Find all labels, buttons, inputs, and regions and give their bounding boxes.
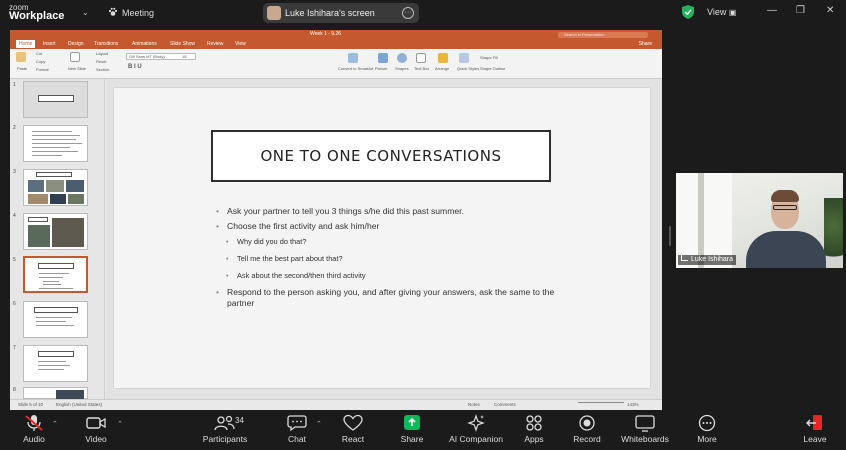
slide-title-box [211,130,551,182]
leave-label: Leave [803,434,827,444]
quick-styles-label: Quick Styles [457,66,480,71]
tab-insert: Insert [43,41,56,47]
thumb-photo [28,180,44,192]
participant-count-badge: 34 [235,416,244,425]
slide-thumbnail-4 [23,213,88,250]
video-camera-icon [85,414,107,432]
slide-thumbnail-2 [23,125,88,162]
thumb-number: 3 [13,169,16,175]
cut-label: Cut [36,51,43,56]
audio-label: Audio [23,434,45,444]
leave-button[interactable] [775,414,846,444]
slide-thumbnail-3 [23,169,88,206]
panel-resize-handle[interactable] [669,226,671,246]
share-label: Share [400,434,424,444]
tab-review: Review [207,41,224,47]
sub-bullet-item: • Ask about the second/then third activity [216,270,556,281]
meeting-menu[interactable] [108,7,154,18]
chat-bubble-icon [286,414,308,432]
ppt-share-button: Share [638,41,652,47]
participants-label: Participants [202,434,248,444]
thumb-line [38,361,66,362]
text-box-icon [416,53,426,63]
slide-thumbnail-1 [23,81,88,118]
reset-label: Reset [96,59,107,64]
participants-button[interactable] [185,414,265,444]
slide-thumbnail-8 [23,387,88,399]
apps-grid-icon [523,414,545,432]
slide-canvas-area [106,79,662,399]
shapes-label: Shapes [395,66,409,71]
thumb-photo [50,194,66,204]
signal-icon [681,255,688,261]
thumb-number: 6 [13,301,16,307]
more-button[interactable] [667,414,747,444]
slide-thumbnail-6 [23,301,88,338]
thumb-line [32,147,70,148]
tab-transitions: Transitions [94,41,119,47]
thumb-photo [66,180,84,192]
thumb-number: 7 [13,345,16,351]
thumb-title-box [38,351,74,357]
video-options-chevron-icon[interactable]: ⌃ [117,421,123,428]
thumb-title-box [28,217,48,222]
view-grid-icon: ▣ [728,8,737,17]
convert-smartart-label: Convert to SmartArt [338,66,374,71]
thumb-line [32,139,76,140]
thumb-line [43,281,59,282]
view-button[interactable] [707,7,736,17]
top-bar [0,0,846,26]
participant-name: Luke Ishihara [691,256,734,263]
zoom-slider [578,402,624,403]
heart-icon [342,414,364,432]
thumb-photo [68,194,84,204]
thumb-line [39,273,69,274]
record-icon [576,414,598,432]
text-box-label: Text Box [414,66,430,71]
thumb-line [32,131,72,132]
meeting-label: Meeting [122,8,155,18]
react-label: React [341,434,365,444]
bullet-item: • Respond to the person asking you, and after giving your answers, ask the same to the partner [216,287,556,309]
arrange-icon [438,53,448,63]
sub-bullet-item: • Why did you do that? [216,236,556,247]
participant-hair [771,190,799,202]
paste-icon [16,52,26,62]
section-label: Section [96,67,110,72]
logo-line-2: Workplace [9,10,65,22]
shared-screen-powerpoint [10,30,662,410]
thumb-line [32,143,82,144]
thumb-line [32,151,78,152]
shapes-icon [397,53,407,63]
view-label: View [707,7,727,17]
logo-line-1: zoom [9,3,29,12]
video-window-light [676,173,732,268]
language: English (United States) [56,402,103,407]
tab-design: Design [68,41,84,47]
ai-sparkle-icon [465,414,487,432]
participant-body [746,231,826,268]
thumb-line [36,325,74,326]
apps-label: Apps [524,434,544,444]
whiteboard-icon [634,414,656,432]
ppt-ribbon [10,49,662,79]
paste-label: Paste [17,66,28,71]
smartart-icon [348,53,358,63]
comments-label: Comments [494,402,516,407]
ppt-status-bar [10,399,662,410]
security-shield-icon[interactable] [682,5,694,19]
thumb-title-box [34,307,78,313]
thumb-line [39,288,73,289]
picture-icon [378,53,388,63]
quick-styles-icon [459,53,469,63]
thumb-number: 1 [13,82,16,88]
current-slide [114,88,650,388]
meeting-toolbar [0,410,846,450]
participant-glasses [773,205,797,210]
tab-slide-show: Slide Show [170,41,196,47]
font-name-value: Gill Sans MT (Body) [129,54,165,59]
ppt-file-name: Week 1 - 9.26 [310,31,342,37]
whiteboards-label: Whiteboards [621,434,669,444]
bullet-item: • Ask your partner to tell you 3 things s/he did this past summer. [216,206,556,217]
notes-label: Notes [468,402,480,407]
thumb-line [38,365,70,366]
bold-italic-underline-icons: B I U [128,64,142,70]
new-slide-label: New Slide [68,66,87,71]
audio-options-chevron-icon[interactable]: ⌃ [52,421,58,428]
ppt-title-bar [10,30,662,40]
microphone-muted-icon [23,414,45,432]
arrange-label: Arrange [435,66,450,71]
slide-thumbnail-pane [10,79,105,399]
ai-companion-label: AI Companion [449,434,503,444]
font-size-value: 18 [182,54,187,59]
leave-door-icon [804,414,826,432]
tab-view: View [235,41,246,47]
thumb-line [32,135,80,136]
video-window-frame [698,173,704,268]
copy-label: Copy [36,59,46,64]
slide-bullet-list [216,206,556,313]
slide-title: ONE TO ONE CONVERSATIONS [260,147,502,165]
presenter-avatar [267,6,281,20]
ppt-search-field: Search in Presentation [558,32,648,38]
tab-animations: Animations [132,41,157,47]
zoom-workplace-logo [9,3,64,21]
thumb-title-box [36,172,72,177]
chat-options-chevron-icon[interactable]: ⌃ [316,421,322,428]
video-button[interactable] [56,414,136,444]
share-screen-icon [401,414,423,432]
slide-count: Slide 5 of 10 [18,402,44,407]
participants-icon [214,414,236,432]
chevron-down-icon[interactable]: ⌄ [82,8,89,17]
thumb-number: 4 [13,213,16,219]
paw-icon [108,7,118,17]
participant-video-tile[interactable] [676,173,843,268]
thumb-line [36,321,66,322]
tab-home: Home [16,40,35,48]
thumb-title-box [38,263,74,269]
thumb-number: 8 [13,387,16,393]
zoom-level: 143% [627,402,639,407]
ppt-ribbon-tabs [10,40,662,49]
thumb-line [36,317,72,318]
new-slide-icon [70,52,80,62]
thumb-number: 5 [13,257,16,263]
video-label: Video [85,434,107,444]
thumb-photo [46,180,64,192]
thumb-line [32,155,62,156]
thumb-photo [52,218,84,247]
sub-bullet-item: • Tell me the best part about that? [216,253,556,264]
shape-outline-label: Shape Outline [480,66,506,71]
restore-icon[interactable]: ❐ [796,5,805,16]
more-options-icon[interactable]: ··· [402,7,414,19]
thumb-title-box [38,95,74,102]
screen-share-pill[interactable] [263,3,419,23]
record-label: Record [573,434,601,444]
shape-fill-label: Shape Fill [480,55,498,60]
more-label: More [697,434,717,444]
bullet-item: • Choose the first activity and ask him/her [216,221,556,232]
thumb-line [38,369,64,370]
thumb-photo [28,194,48,204]
thumb-line [43,284,61,285]
format-label: Format [36,67,49,72]
screen-share-label: Luke Ishihara's screen [285,8,375,18]
layout-label: Layout [96,51,109,56]
minimize-icon[interactable]: — [767,5,777,16]
thumb-photo [28,225,50,247]
slide-thumbnail-5-selected [23,256,88,293]
close-icon[interactable]: ✕ [826,5,835,16]
thumb-line [39,277,63,278]
chat-label: Chat [288,434,306,444]
video-plant [824,198,843,268]
participant-name-tag [678,255,736,265]
slide-thumbnail-7 [23,345,88,382]
thumb-number: 2 [13,125,16,131]
picture-label: Picture [375,66,388,71]
more-ellipsis-icon [696,414,718,432]
